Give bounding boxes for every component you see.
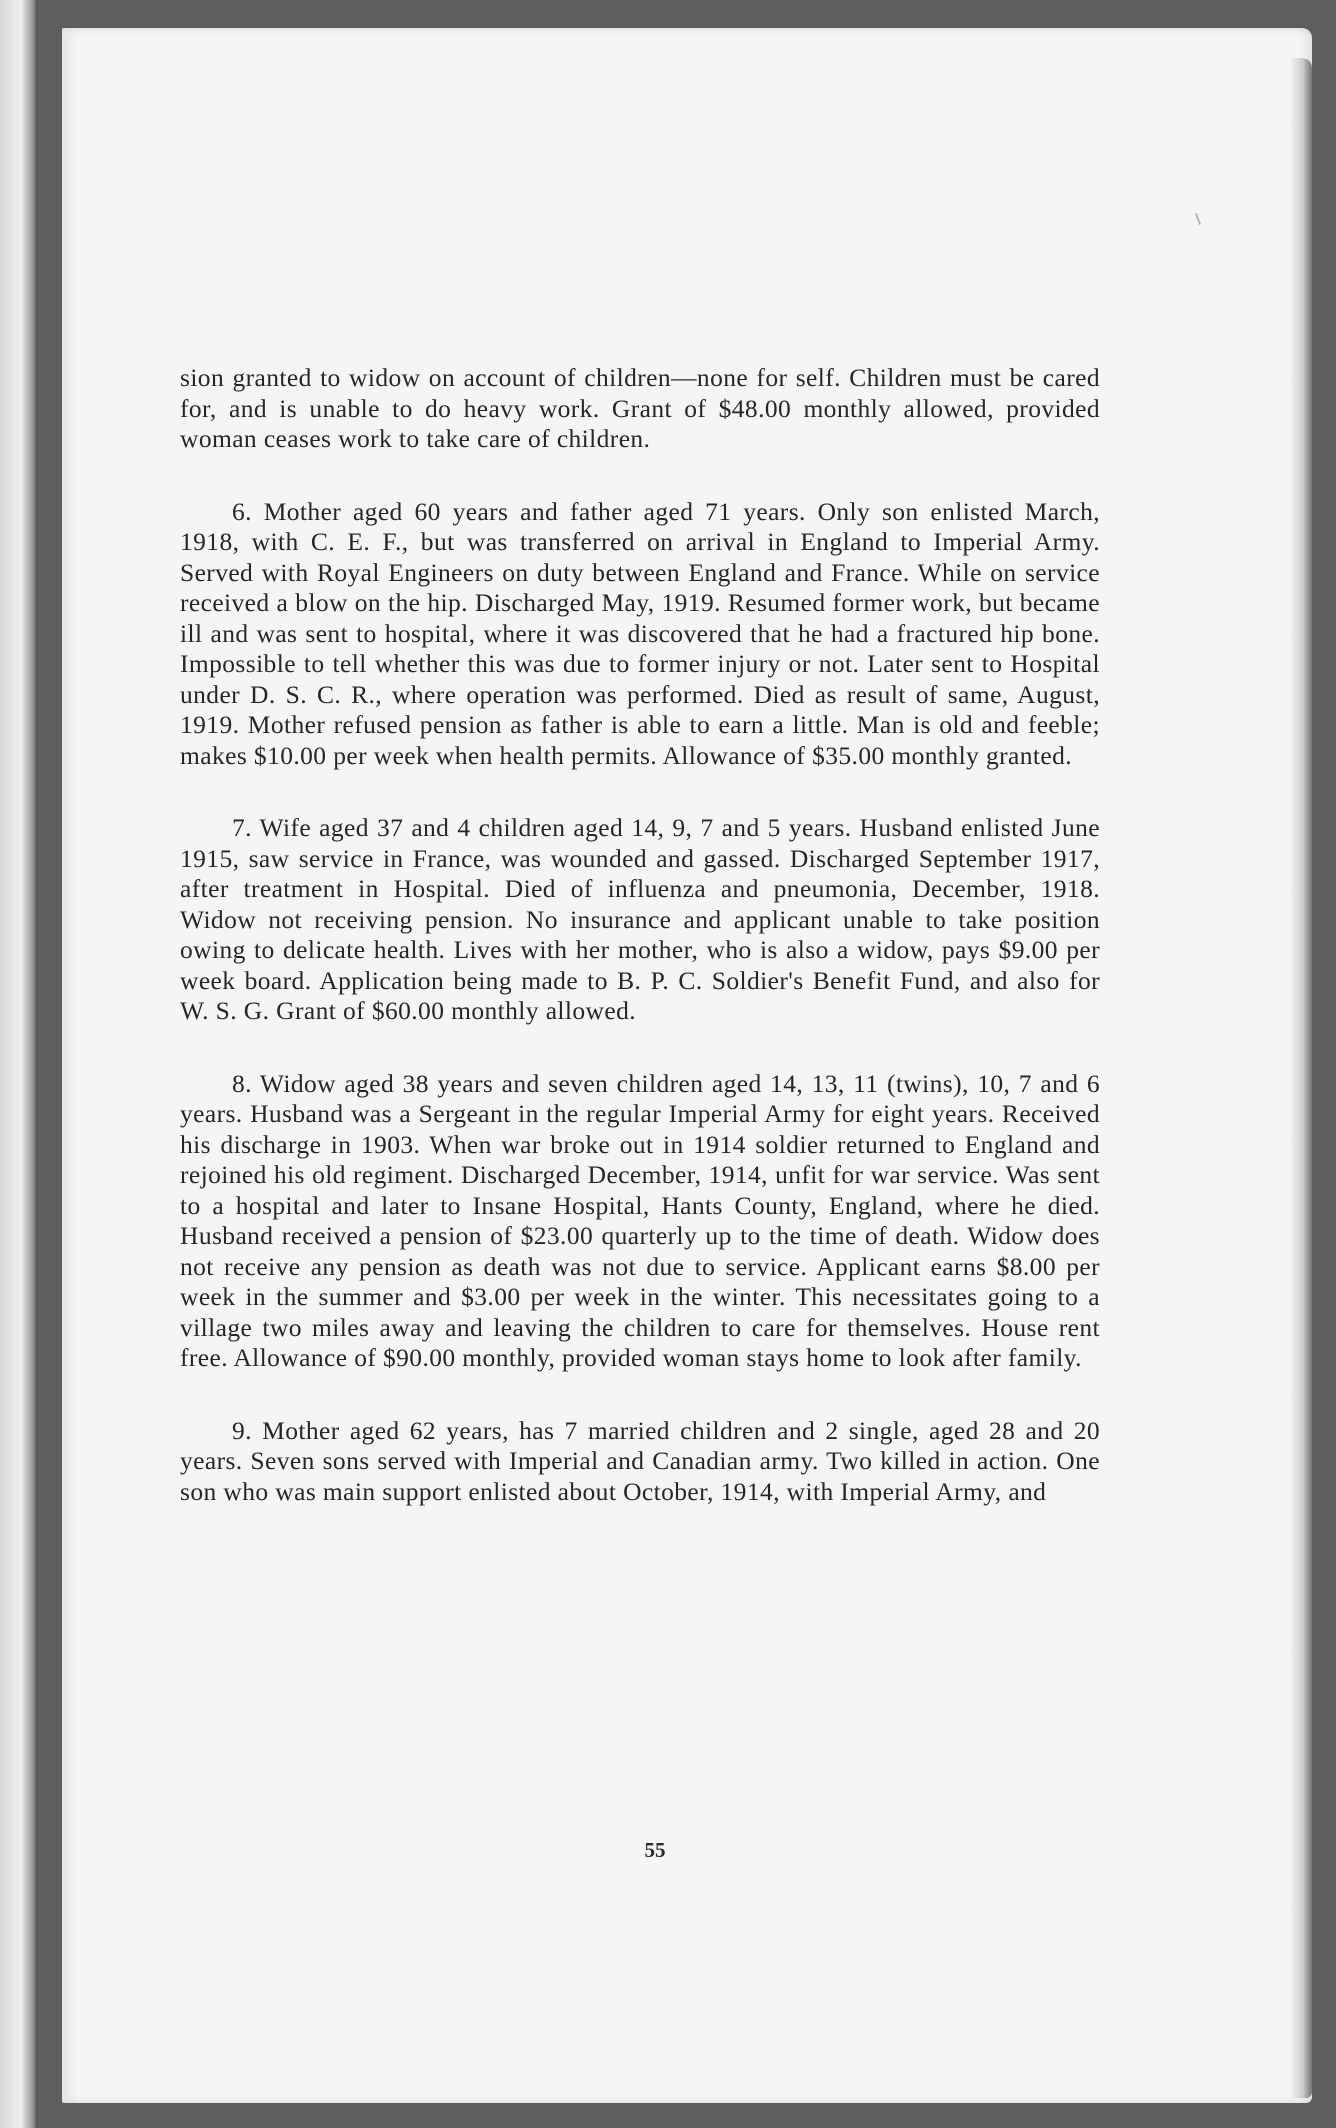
book-page (62, 28, 1312, 2103)
page-number: 55 (644, 1838, 666, 1862)
page-body-text (180, 363, 1100, 1507)
paragraph-case-6: 6. Mother aged 60 years and father aged 71 years. Only son enlisted March, 1918, with C. E. F., but was transferred on arrival in England to Imperial Army. Served with Royal Engineers on duty between England and France. While on service received a blow on the hip. Discharged May, 1919. Resumed former work, but became ill and was sent to hospital, where it was discovered that he had a fractured hip bone. Impossible to tell whether this was due to former injury or not. Later sent to Hospital under D. S. C. R., where operation was performed. Died as result of same, August, 1919. Mother refused pension as father is able to earn a little. Man is old and feeble; makes $10.00 per week when health permits. Allowance of $35.00 monthly granted. (180, 496, 1100, 770)
paragraph-case-8: 8. Widow aged 38 years and seven children aged 14, 13, 11 (twins), 10, 7 and 6 years. Husband was a Sergeant in the regular Imperial Army for eight years. Received his discharge in 1903. When war broke out in 1914 soldier returned to England and rejoined his old regiment. Discharged December, 1914, unfit for war service. Was sent to a hospital and later to Insane Hospital, Hants County, England, where he died. Husband received a pension of $23.00 quarterly up to the time of death. Widow does not receive any pension as death was not due to service. Applicant earns $8.00 per week in the summer and $3.00 per week in the winter. This necessitates going to a village two miles away and leaving the children to care for themselves. House rent free. Allowance of $90.00 monthly, provided woman stays home to look after family. (180, 1068, 1100, 1372)
paragraph-case-9: 9. Mother aged 62 years, has 7 married children and 2 single, aged 28 and 20 years. Seven sons served with Imperial and Canadian army. Two killed in action. One son who was main support enlisted about October, 1914, with Imperial Army, and (180, 1415, 1100, 1506)
left-page-edge (0, 0, 38, 2128)
page-right-edge (1290, 58, 1312, 2098)
paragraph-continuation: sion granted to widow on account of children—none for self. Children must be cared for, and is unable to do heavy work. Grant of $48.00 monthly allowed, provided woman ceases work to take care of children. (180, 363, 1100, 453)
paragraph-case-7: 7. Wife aged 37 and 4 children aged 14, 9, 7 and 5 years. Husband enlisted June 1915, saw service in France, was wounded and gassed. Discharged September 1917, after treatment in Hospital. Died of influenza and pneumonia, December, 1918. Widow not receiving pension. No insurance and applicant unable to take position owing to delicate health. Lives with her mother, who is also a widow, pays $9.00 per week board. Application being made to B. P. C. Soldier's Benefit Fund, and also for W. S. G. Grant of $60.00 monthly allowed. (180, 813, 1100, 1025)
paper-speck (1195, 213, 1201, 225)
